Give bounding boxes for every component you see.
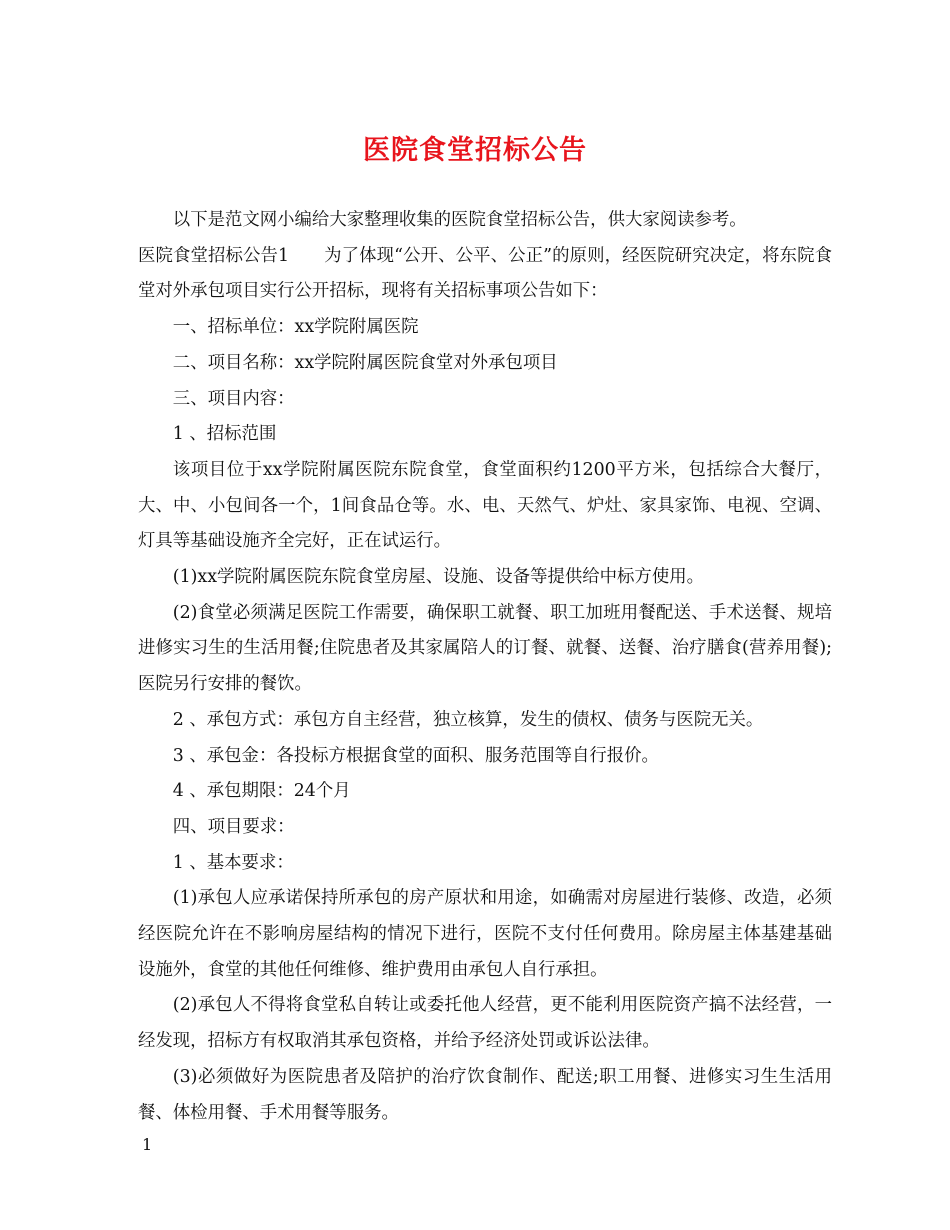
paragraph-intro: 以下是范文网小编给大家整理收集的医院食堂招标公告，供大家阅读参考。 [172,210,747,230]
paragraph-announcement: 医院食堂招标公告1 为了体现“公开、公平、公正”的原则，经医院研究决定，将东院食堂对外承包项目实行公开招标，现将有关招标事项公告如下： [138,245,832,302]
paragraph-requirements-heading: 四、项目要求： [172,816,295,837]
paragraph-bidding-unit: 一、招标单位：xx学院附属医院 [172,317,419,338]
paragraph-scope-heading: 1 、招标范围 [172,424,277,445]
paragraph-project-content-heading: 三、项目内容： [172,388,295,409]
paragraph-contract-term: 4 、承包期限：24个月 [172,781,351,802]
paragraph-requirement-2: (2)承包人不得将食堂私自转让或委托他人经营，更不能利用医院资产搞不法经营，一经发现，招标方有权取消其承包资格，并给予经济处罚或诉讼法律。 [138,995,832,1052]
page-number: 1 [142,1135,153,1154]
paragraph-scope-item-2: (2)食堂必须满足医院工作需要，确保职工就餐、职工加班用餐配送、手术送餐、规培进修实习生的生活用餐;住院患者及其家属陪人的订餐、就餐、送餐、治疗膳食(营养用餐);医院另行安排的餐饮。 [138,602,832,695]
paragraph-contract-fee: 3 、承包金：各投标方根据食堂的面积、服务范围等自行报价。 [172,745,659,766]
paragraph-requirement-1: (1)承包人应承诺保持所承包的房产原状和用途，如确需对房屋进行装修、改造，必须经医院允许在不影响房屋结构的情况下进行，医院不支付任何费用。除房屋主体基建基础设施外，食堂的其他任何维修、维护费用由承包人自行承担。 [138,888,832,980]
paragraph-basic-requirements-heading: 1 、基本要求： [172,852,294,873]
paragraph-contract-method: 2 、承包方式：承包方自主经营，独立核算，发生的债权、债务与医院无关。 [172,709,764,730]
paragraph-scope-item-1: (1)xx学院附属医院东院食堂房屋、设施、设备等提供给中标方使用。 [172,567,704,588]
paragraph-requirement-3: (3)必须做好为医院患者及陪护的治疗饮食制作、配送;职工用餐、进修实习生生活用餐、体检用餐、手术用餐等服务。 [138,1066,832,1123]
document-body [138,203,832,1131]
document-title: 医院食堂招标公告 [363,135,587,166]
paragraph-scope-description: 该项目位于xx学院附属医院东院食堂，食堂面积约1200平方米，包括综合大餐厅，大、中、小包间各一个，1间食品仓等。水、电、天然气、炉灶、家具家饰、电视、空调、灯具等基础设施齐全完好，正在试运行。 [138,459,832,552]
paragraph-project-name: 二、项目名称：xx学院附属医院食堂对外承包项目 [172,352,558,373]
